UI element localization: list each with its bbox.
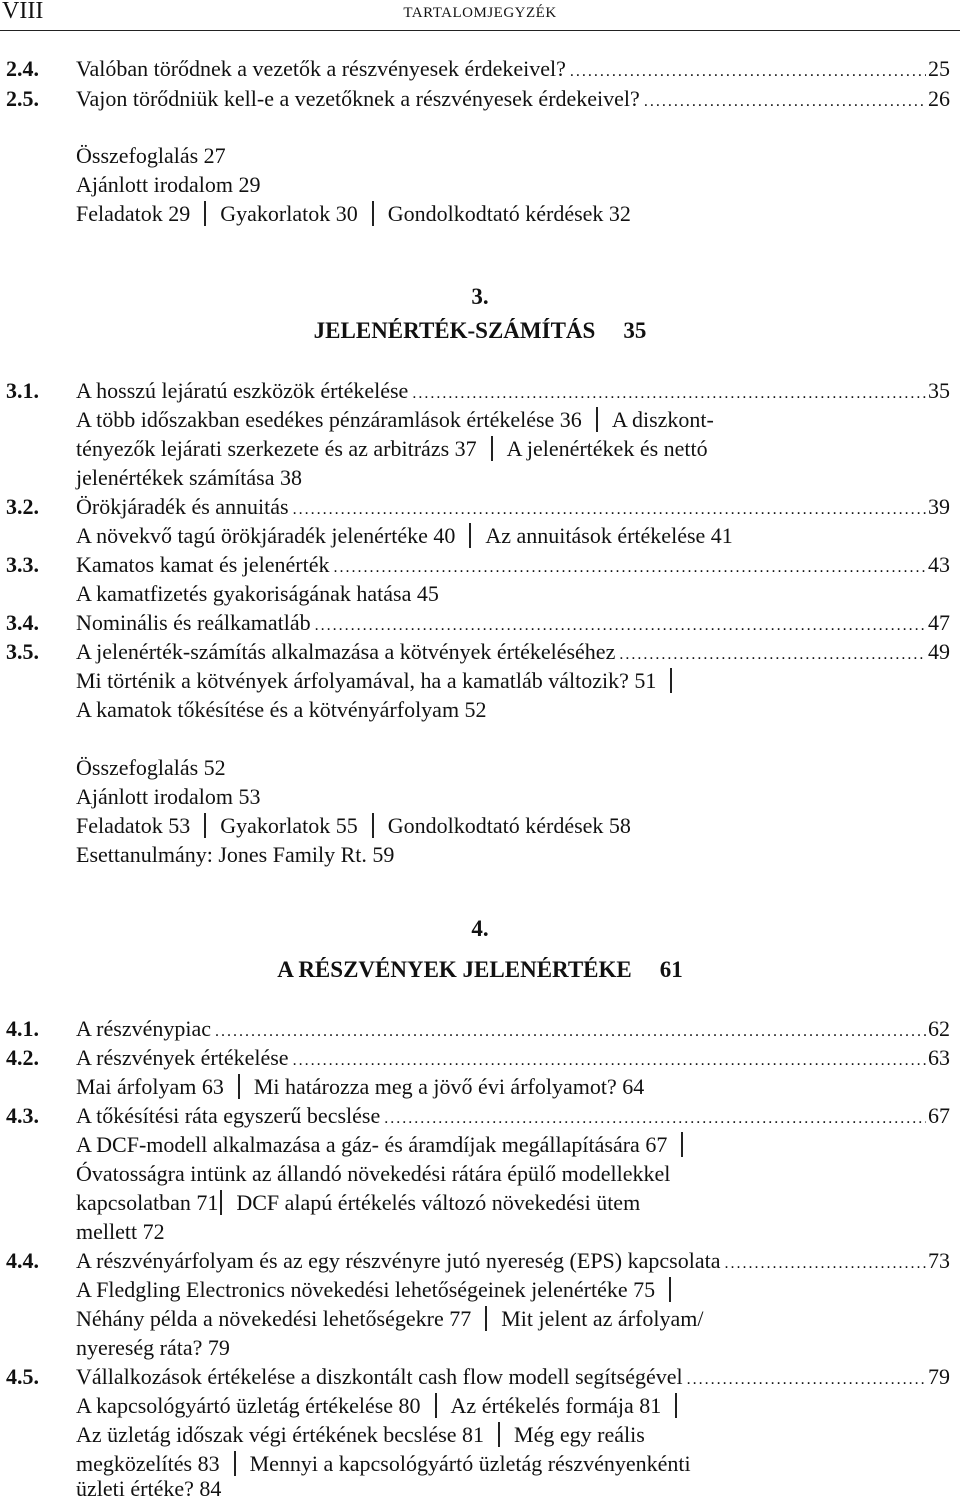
subsection-link[interactable]: Még egy reális	[514, 1422, 645, 1447]
subsection-link[interactable]: Az értékelés formája 81	[450, 1393, 662, 1418]
section-title: Nominális és reálkamatláb	[76, 610, 311, 635]
subsection-link[interactable]: Mi történik a kötvények árfolyamával, ha a kamatláb változik? 51	[76, 668, 657, 693]
subsection-line	[0, 1391, 960, 1420]
subsection-link[interactable]: A kapcsológyártó üzletág értékelése 80	[76, 1393, 421, 1418]
page-ref: 39	[928, 494, 950, 519]
section-number: 2.4.	[6, 56, 39, 81]
ch2-exercises	[0, 199, 960, 228]
subsection-link[interactable]: megközelítés 83	[76, 1451, 220, 1476]
toc-entry-3-3[interactable]	[0, 550, 960, 579]
separator	[220, 1190, 222, 1215]
subsection-line	[0, 1217, 960, 1246]
page-ref: 73	[928, 1248, 950, 1273]
toc-entry-3-2[interactable]	[0, 492, 960, 521]
page-ref: 47	[928, 610, 950, 635]
toc-entry-4-3[interactable]	[0, 1101, 960, 1130]
section-number: 3.5.	[6, 639, 39, 664]
subsection-link[interactable]: Az annuitások értékelése 41	[485, 523, 733, 548]
page-ref: 67	[928, 1103, 950, 1128]
section-title: A tőkésítési ráta egyszerű becslése	[76, 1103, 381, 1128]
chapter-page: 61	[659, 957, 683, 982]
subsection-link[interactable]: kapcsolatban 71	[76, 1190, 219, 1215]
subsection-line	[0, 1159, 960, 1188]
subsection-link[interactable]: Mennyi a kapcsológyártó üzletág részvényenkénti	[249, 1451, 691, 1476]
ch3-reading[interactable]	[0, 782, 960, 811]
dot-leader	[315, 611, 926, 640]
separator	[681, 1132, 683, 1157]
subsection-line	[0, 1420, 960, 1449]
subsection-line	[0, 405, 960, 434]
page-header	[0, 0, 960, 30]
subsection-link[interactable]: Néhány példa a növekedési lehetőségekre 77	[76, 1306, 472, 1331]
chapter-3-number: 3.	[471, 284, 489, 309]
exercises-link[interactable]: Feladatok 29	[76, 201, 191, 226]
summary-link: Összefoglalás 27	[76, 143, 226, 168]
section-title: A részvénypiac	[76, 1016, 211, 1041]
section-title: Kamatos kamat és jelenérték	[76, 552, 330, 577]
separator	[675, 1393, 677, 1418]
separator	[670, 668, 672, 693]
separator	[204, 813, 206, 838]
page-ref: 63	[928, 1045, 950, 1070]
dot-leader	[412, 379, 926, 408]
ch2-reading[interactable]	[0, 170, 960, 199]
toc-entry-2-4[interactable]	[0, 54, 960, 83]
dot-leader	[334, 553, 926, 582]
separator	[435, 1393, 437, 1418]
subsection-link[interactable]: mellett 72	[76, 1219, 165, 1244]
page-number: VIII	[2, 0, 44, 24]
reading-link: Ajánlott irodalom 29	[76, 172, 261, 197]
dot-leader	[619, 640, 926, 669]
summary-link: Összefoglalás 52	[76, 755, 226, 780]
section-number: 3.1.	[6, 378, 39, 403]
subsection-link[interactable]: A jelenértékek és nettó	[506, 436, 708, 461]
dot-leader	[293, 1046, 926, 1075]
subsection-link[interactable]: A növekvő tagú örökjáradék jelenértéke 40	[76, 523, 456, 548]
toc-entry-3-4[interactable]	[0, 608, 960, 637]
section-title: Örökjáradék és annuitás	[76, 494, 289, 519]
toc-entry-4-2[interactable]	[0, 1043, 960, 1072]
section-number: 2.5.	[6, 86, 39, 111]
subsection-line	[0, 1474, 960, 1503]
section-title: A részvények értékelése	[76, 1045, 289, 1070]
questions-link[interactable]: Gondolkodtató kérdések 32	[387, 201, 631, 226]
separator	[469, 523, 471, 548]
section-number: 3.4.	[6, 610, 39, 635]
subsection-link[interactable]: A Fledgling Electronics növekedési lehetőségeinek jelenértéke 75	[76, 1277, 656, 1302]
section-title: A jelenérték-számítás alkalmazása a kötvények értékeléséhez	[76, 639, 616, 664]
subsection-line	[0, 695, 960, 724]
toc-entry-4-1[interactable]	[0, 1014, 960, 1043]
section-number: 4.3.	[6, 1103, 39, 1128]
separator	[372, 813, 374, 838]
dot-leader	[687, 1365, 926, 1394]
exercises-link[interactable]: Feladatok 53	[76, 813, 191, 838]
questions-link[interactable]: Gondolkodtató kérdések 58	[387, 813, 631, 838]
separator	[234, 1451, 236, 1476]
page-ref: 35	[928, 378, 950, 403]
subsection-line	[0, 1130, 960, 1159]
subsection-link[interactable]: DCF alapú értékelés változó növekedési ütem	[236, 1190, 641, 1215]
separator	[238, 1074, 240, 1099]
page-ref: 79	[928, 1364, 950, 1389]
case-study-link: Esettanulmány: Jones Family Rt. 59	[76, 842, 395, 867]
section-title: Vállalkozások értékelése a diszkontált cash flow modell segítségével	[76, 1364, 683, 1389]
separator	[498, 1422, 500, 1447]
subsection-line	[0, 1072, 960, 1101]
chapter-title: JELENÉRTÉK-SZÁMÍTÁS	[313, 318, 596, 343]
subsection-line	[0, 434, 960, 463]
section-number: 4.2.	[6, 1045, 39, 1070]
section-number: 3.2.	[6, 494, 39, 519]
subsection-line	[0, 463, 960, 492]
separator	[669, 1277, 671, 1302]
dot-leader	[384, 1104, 926, 1133]
toc-entry-3-5[interactable]	[0, 637, 960, 666]
subsection-link[interactable]: A kamatfizetés gyakoriságának hatása 45	[76, 581, 439, 606]
dot-leader	[644, 87, 926, 116]
section-number: 4.1.	[6, 1016, 39, 1041]
dot-leader	[724, 1249, 926, 1278]
subsection-line	[0, 1304, 960, 1333]
section-title: Valóban törődnek a vezetők a részvényesek érdekeivel?	[76, 56, 566, 81]
page-ref: 26	[928, 86, 950, 111]
page-ref: 25	[928, 56, 950, 81]
section-number: 3.3.	[6, 552, 39, 577]
subsection-link[interactable]: Mai árfolyam 63	[76, 1074, 224, 1099]
subsection-link[interactable]: tényezők lejárati szerkezete és az arbitrázs 37	[76, 436, 477, 461]
toc-entry-4-5[interactable]	[0, 1362, 960, 1391]
section-number: 4.4.	[6, 1248, 39, 1273]
subsection-link[interactable]: Mi határozza meg a jövő évi árfolyamot? 64	[253, 1074, 645, 1099]
separator	[372, 201, 374, 226]
toc-entry-4-4[interactable]	[0, 1246, 960, 1275]
ch3-exercises	[0, 811, 960, 840]
subsection-link[interactable]: jelenértékek számítása 38	[76, 465, 303, 490]
dot-leader	[570, 57, 926, 86]
separator	[491, 436, 493, 461]
running-title: TARTALOMJEGYZÉK	[403, 5, 557, 21]
subsection-line	[0, 579, 960, 608]
subsection-line	[0, 666, 960, 695]
separator	[596, 407, 598, 432]
section-title: Vajon törődniük kell-e a vezetőknek a részvényesek érdekeivel?	[76, 86, 640, 111]
subsection-link[interactable]: Az üzletág időszak végi értékének becslése 81	[76, 1422, 485, 1447]
subsection-link[interactable]: A diszkont-	[611, 407, 714, 432]
ch2-summary[interactable]	[0, 141, 960, 170]
practice-link[interactable]: Gyakorlatok 55	[220, 813, 358, 838]
section-title: A hosszú lejáratú eszközök értékelése	[76, 378, 409, 403]
separator	[485, 1306, 487, 1331]
subsection-link[interactable]: Mit jelent az árfolyam/	[501, 1306, 704, 1331]
subsection-line	[0, 1333, 960, 1362]
subsection-link[interactable]: Óvatosságra intünk az állandó növekedési rátára épülő modellekkel	[76, 1161, 671, 1186]
ch3-case-study[interactable]	[0, 840, 960, 869]
subsection-link[interactable]: A kamatok tőkésítése és a kötvényárfolyam 52	[76, 697, 487, 722]
subsection-link[interactable]: üzleti értéke? 84	[76, 1476, 222, 1501]
subsection-link[interactable]: A több időszakban esedékes pénzáramlások értékelése 36	[76, 407, 582, 432]
page-ref: 49	[928, 639, 950, 664]
subsection-line	[0, 521, 960, 550]
section-title: A részvényárfolyam és az egy részvényre jutó nyereség (EPS) kapcsolata	[76, 1248, 721, 1273]
practice-link[interactable]: Gyakorlatok 30	[220, 201, 358, 226]
chapter-4-heading[interactable]	[0, 955, 960, 985]
chapter-title: A RÉSZVÉNYEK JELENÉRTÉKE	[277, 957, 632, 982]
header-rule	[0, 30, 960, 31]
chapter-3-heading[interactable]	[0, 316, 960, 346]
page-ref: 43	[928, 552, 950, 577]
separator	[204, 201, 206, 226]
toc-entry-2-5[interactable]	[0, 84, 960, 113]
chapter-page: 35	[623, 318, 647, 343]
section-number: 4.5.	[6, 1364, 39, 1389]
toc-entry-3-1[interactable]	[0, 376, 960, 405]
chapter-4-number: 4.	[471, 916, 489, 941]
dot-leader	[215, 1017, 926, 1046]
reading-link: Ajánlott irodalom 53	[76, 784, 261, 809]
ch3-summary[interactable]	[0, 753, 960, 782]
dot-leader	[293, 495, 926, 524]
subsection-line	[0, 1188, 960, 1217]
page-ref: 62	[928, 1016, 950, 1041]
subsection-link[interactable]: nyereség ráta? 79	[76, 1335, 230, 1360]
subsection-line	[0, 1275, 960, 1304]
subsection-link[interactable]: A DCF-modell alkalmazása a gáz- és áramdíjak megállapítására 67	[76, 1132, 668, 1157]
